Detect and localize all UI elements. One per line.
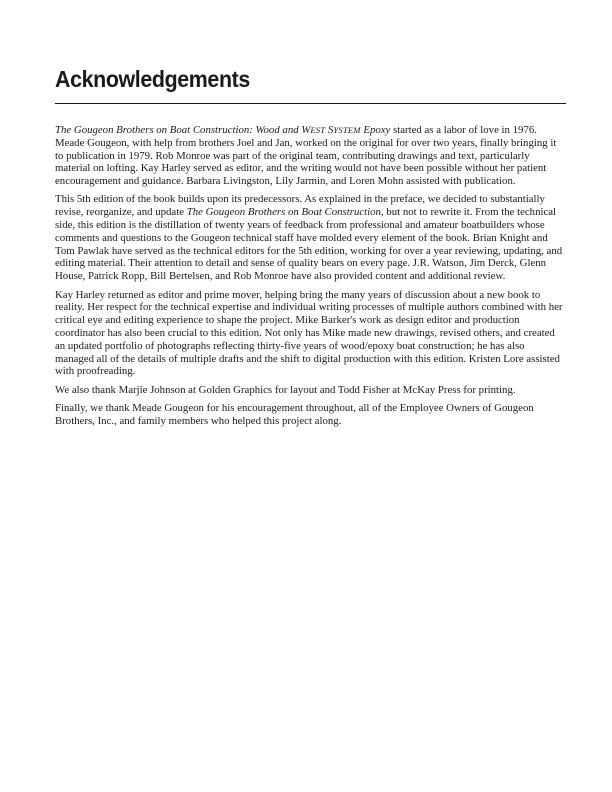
paragraph-1-text: started as a labor of love in 1976. Meade Gougeon, with help from brothers Joel and Jan, worked on the original for over two years, finally bringing it to publication in 1979. Rob Monroe was part of the original team, contributing drawings and text, particularly material on lofting. Kay Harley served as editor, and the writing would not have been possible without her patient encouragement and guidance. Barbara Livingston, Lily Jarmin, and Loren Mohn assisted with publication. — [55, 124, 557, 188]
paragraph-2-text-b: , but not to rewrite it. From the technical side, this edition is the distillation of twenty years of feedback from professional and amateur boatbuilders whose comments and questions to the Gougeon technical staff have molded every element of the book. Brian Knight and Tom Pawlak have served as the technical editors for the 5th edition, working for over a year reviewing, updating, and editing material. Their attention to detail and sense of quality bears on every page. J.R. Watson, Jim Derck, Glenn House, Patrick Ropp, Bill Bertelsen, and Rob Monroe have also provided content and additional review. — [55, 206, 563, 283]
page-title: Acknowledgements — [55, 66, 250, 92]
acknowledgements-body — [55, 124, 566, 433]
system-smallcaps: YSTEM — [333, 125, 361, 135]
west-initial: W — [301, 124, 311, 136]
system-initial: S — [327, 124, 334, 136]
title-divider — [55, 103, 566, 104]
west-smallcaps: EST — [310, 125, 326, 135]
paragraph-2 — [55, 193, 566, 283]
book-title-inline: The Gougeon Brothers on Boat Construction — [186, 206, 381, 219]
paragraph-5: Finally, we thank Meade Gougeon for his encouragement throughout, all of the Employee Owners of Gougeon Brothers, Inc., and family members who helped this project along. — [55, 401, 534, 427]
book-title — [55, 124, 390, 136]
paragraph-1 — [55, 124, 566, 188]
epoxy-word: Epoxy — [363, 124, 391, 136]
paragraph-3: Kay Harley returned as editor and prime mover, helping bring the many years of discussion about a new book to reality. Her respect for the technical expertise and individual writing processes of multiple authors combined with her critical eye and editing experience to shape the project. Mike Barker's work as design editor and production coordinator has also been crucial to this edition. Not only has Mike made new drawings, revised others, and created an updated portfolio of photographs reflecting thirty-five years of wood/epoxy boat construction; he has also managed all of the details of multiple drafts and the shift to digital production with this edition. Kristen Lore assisted with proofreading. — [55, 288, 563, 378]
paragraph-2-text-a: This 5th edition of the book builds upon its predecessors. As explained in the preface, we decided to substantially revise, reorganize, and update — [55, 193, 545, 219]
paragraph-4: We also thank Marjie Johnson at Golden Graphics for layout and Todd Fisher at McKay Press for printing. — [55, 383, 516, 396]
book-title-text: The Gougeon Brothers on Boat Construction: Wood and — [55, 124, 302, 136]
